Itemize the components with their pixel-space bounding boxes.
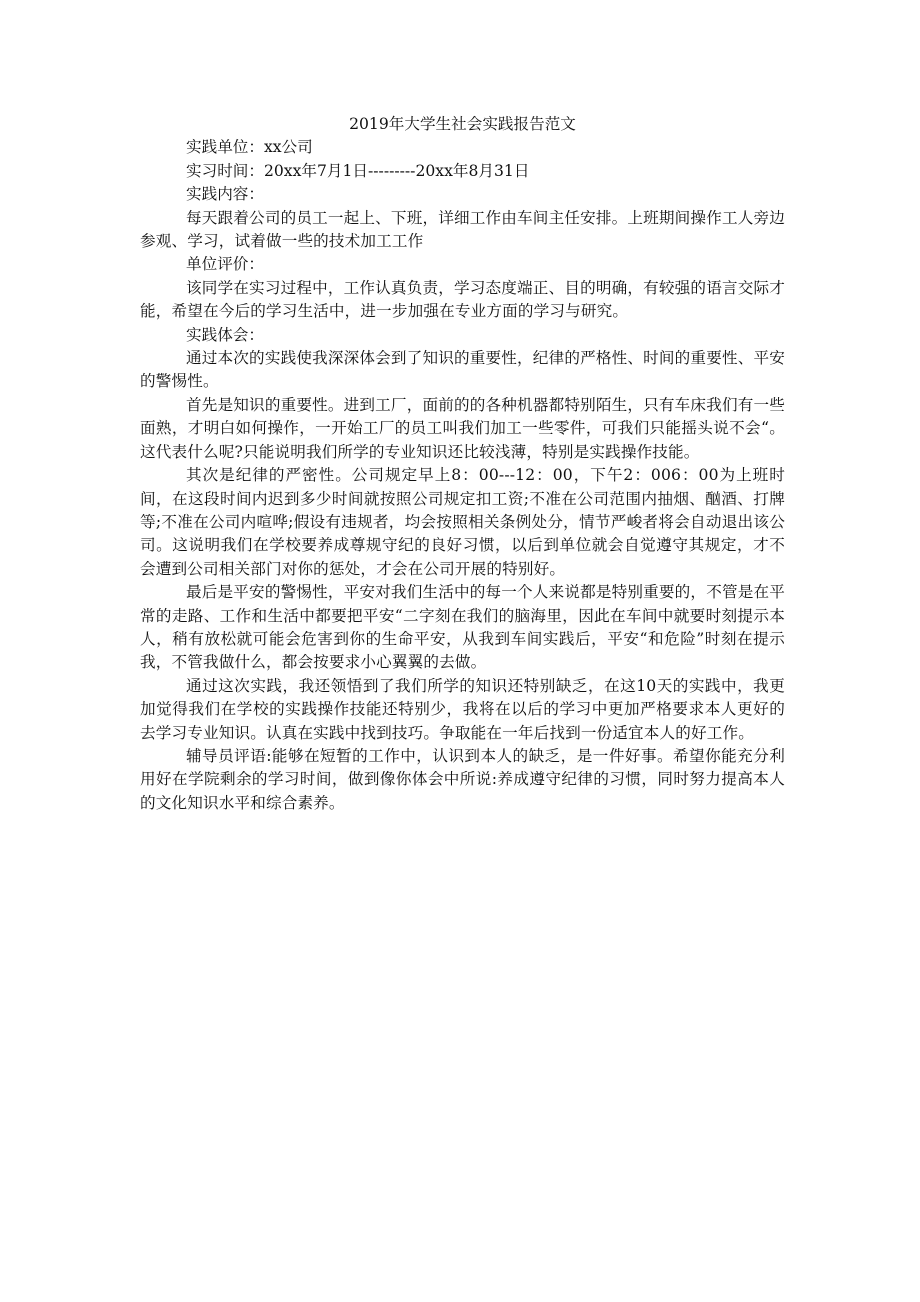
practice-experience-label: 实践体会： bbox=[186, 325, 264, 344]
experience-paragraph: 通过本次的实践使我深深体会到了知识的重要性，纪律的严格性、时间的重要性、平安的警惕性。 bbox=[140, 349, 785, 391]
internship-time-line: 实习时间：20xx年7月1日---------20xx年8月31日 bbox=[186, 161, 530, 180]
counselor-comment-paragraph: 辅导员评语:能够在短暂的工作中，认识到本人的缺乏，是一件好事。希望你能充分利用好在学院剩余的学习时间，做到像你体会中所说:养成遵守纪律的习惯，同时努力提高本人的文化知识水平和综合素养。 bbox=[140, 746, 785, 812]
practice-content-label: 实践内容： bbox=[186, 185, 264, 204]
experience-paragraph: 通过这次实践，我还领悟到了我们所学的知识还特别缺乏，在这10天的实践中，我更加觉得我们在学校的实践操作技能还特别少，我将在以后的学习中更加严格要求本人更好的去学习专业知识。认真在实践中找到技巧。争取能在一年后找到一份适宜本人的好工作。 bbox=[140, 676, 785, 742]
experience-paragraph: 最后是平安的警惕性，平安对我们生活中的每一个人来说都是特别重要的，不管是在平常的走路、工作和生活中都要把平安“二字刻在我们的脑海里，因此在车间中就要时刻提示本人，稍有放松就可能会危害到你的生命平安，从我到车间实践后，平安“和危险”时刻在提示我，不管我做什么，都会按要求小心翼翼的去做。 bbox=[140, 583, 785, 672]
document-title: 2019年大学生社会实践报告范文 bbox=[349, 115, 576, 133]
experience-paragraph: 首先是知识的重要性。进到工厂，面前的的各种机器都特别陌生，只有车床我们有一些面熟，才明白如何操作，一开始工厂的员工叫我们加工一些零件，可我们只能摇头说不会“。这代表什么呢?只能说明我们所学的专业知识还比较浅薄，特别是实践操作技能。 bbox=[140, 395, 785, 461]
practice-content-text: 每天跟着公司的员工一起上、下班，详细工作由车间主任安排。上班期间操作工人旁边参观、学习，试着做一些的技术加工工作 bbox=[140, 208, 785, 251]
unit-evaluation-label: 单位评价： bbox=[186, 255, 264, 274]
document-body bbox=[140, 113, 785, 815]
experience-paragraph: 其次是纪律的严密性。公司规定早上8：00---12：00，下午2：006：00为上班时间，在这段时间内迟到多少时间就按照公司规定扣工资;不准在公司范围内抽烟、酗酒、打牌等;不准在公司内喧哗;假设有违规者，均会按照相关条例处分，情节严峻者将会自动退出该公司。这说明我们在学校要养成尊规守纪的良好习惯，以后到单位就会自觉遵守其规定，才不会遭到公司相关部门对你的惩处，才会在公司开展的特别好。 bbox=[140, 466, 785, 578]
practice-unit-line: 实践单位：xx公司 bbox=[186, 138, 313, 157]
unit-evaluation-text: 该同学在实习过程中，工作认真负责，学习态度端正、目的明确，有较强的语言交际才能，希望在今后的学习生活中，进一步加强在专业方面的学习与研究。 bbox=[140, 278, 785, 321]
